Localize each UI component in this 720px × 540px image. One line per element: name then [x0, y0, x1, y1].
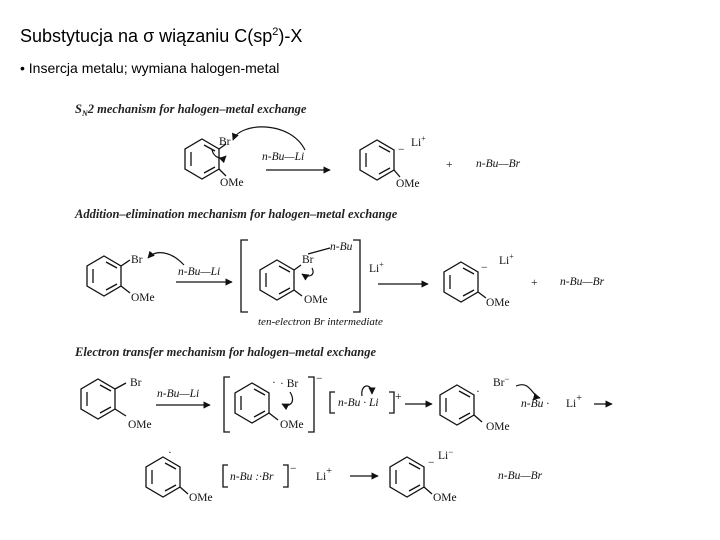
et-radical-anion-br: · Br [280, 378, 299, 390]
addition-product-li: Li+ [499, 252, 514, 267]
et-ate-charge: − [290, 463, 297, 475]
et-product-li: Li− [438, 447, 454, 462]
addition-bracket-left [241, 240, 248, 312]
et-aryl-radical-dot-2: · [168, 447, 172, 459]
et-bracket-2-right [389, 392, 394, 413]
sn2-product-ome: OMe [396, 178, 420, 190]
sn2-carbanion-charge: − [398, 144, 405, 156]
sn2-br-label: Br [219, 136, 231, 148]
et-product-carbanion-charge: − [428, 457, 435, 469]
sn2-li-cation: Li+ [411, 134, 426, 149]
addition-header: Addition–elimination mechanism for halogen–metal exchange [75, 207, 398, 221]
addition-ome-label: OMe [131, 292, 155, 304]
et-radical-anion-arrow [282, 392, 292, 405]
sn2-reagent: n-Bu—Li [262, 151, 305, 163]
et-nbu-radical: n-Bu · [521, 398, 550, 410]
et-radical-anion-benzene [235, 383, 278, 423]
slide-title-main: Substytucja na σ wiązaniu C(sp [20, 26, 273, 46]
addition-intermediate-ome: OMe [304, 294, 328, 306]
et-aryl-radical-ome: OMe [486, 421, 510, 433]
addition-side-product: n-Bu—Br [560, 276, 605, 288]
addition-bracket-right [353, 240, 360, 312]
addition-intermediate-nbu: n-Bu [330, 241, 353, 253]
et-product-ome: OMe [433, 492, 457, 504]
addition-intermediate-caption: ten-electron Br intermediate [258, 316, 383, 328]
et-reactant-benzene [81, 379, 126, 419]
addition-plus: + [531, 277, 538, 289]
addition-intermediate-br: Br [302, 254, 314, 266]
electron-transfer-header: Electron transfer mechanism for halogen–metal exchange [75, 345, 377, 359]
sn2-ome-label: OMe [220, 177, 244, 189]
et-bracket-2-left [330, 392, 335, 413]
et-aryl-radical-br: Br− [493, 374, 510, 389]
et-aryl-radical-benzene-2 [146, 457, 188, 497]
sn2-product-benzene [360, 140, 400, 180]
et-bracket-3-left [223, 465, 228, 487]
et-br-label: Br [130, 377, 142, 389]
et-ome-label: OMe [128, 419, 152, 431]
et-aryl-radical-ome-2: OMe [189, 492, 213, 504]
et-reagent: n-Bu—Li [157, 388, 200, 400]
addition-carbanion-charge: − [481, 262, 488, 274]
sn2-plus: + [446, 159, 453, 171]
et-radical-cation-arrow [362, 386, 372, 396]
et-radical-anion-dot: · [272, 377, 276, 389]
slide-title-superscript: 2 [272, 26, 279, 38]
addition-product-ome: OMe [486, 297, 510, 309]
et-bracket-1-left [224, 377, 230, 432]
addition-li-cation: Li+ [369, 260, 384, 275]
et-ate-complex: n-Bu :·Br [230, 471, 274, 483]
et-radical-cation-charge: + [395, 391, 402, 403]
et-aryl-radical-arrow [516, 385, 540, 398]
et-aryl-radical-dot: · [476, 386, 480, 398]
sn2-header: $S_N2$ mechanism for halogen–metal exchange [75, 102, 307, 118]
et-li-cation-2: Li+ [316, 466, 332, 483]
et-product-benzene [390, 457, 432, 497]
sn2-side-product: n-Bu—Br [476, 158, 521, 170]
et-radical-cation: n-Bu · Li [338, 397, 379, 409]
et-li-cation: Li+ [566, 393, 582, 410]
et-final-side-product: n-Bu—Br [498, 470, 543, 482]
slide-title-end: )-X [278, 26, 303, 46]
addition-intermediate-arrow [302, 268, 313, 276]
et-bracket-1-right [308, 377, 314, 432]
et-radical-anion-ome: OMe [280, 419, 304, 431]
addition-intermediate-benzene [260, 248, 330, 300]
bullet-point: • Insercja metalu; wymiana halogen-metal [20, 60, 280, 76]
et-bracket-3-right [283, 465, 288, 487]
sn2-curved-arrow [233, 127, 305, 150]
addition-product-benzene [444, 262, 486, 302]
et-radical-anion-charge: − [316, 373, 323, 385]
addition-br-label: Br [131, 254, 143, 266]
addition-curved-arrow [148, 253, 184, 265]
addition-reagent: n-Bu—Li [178, 266, 221, 278]
addition-reactant-benzene [87, 256, 130, 296]
